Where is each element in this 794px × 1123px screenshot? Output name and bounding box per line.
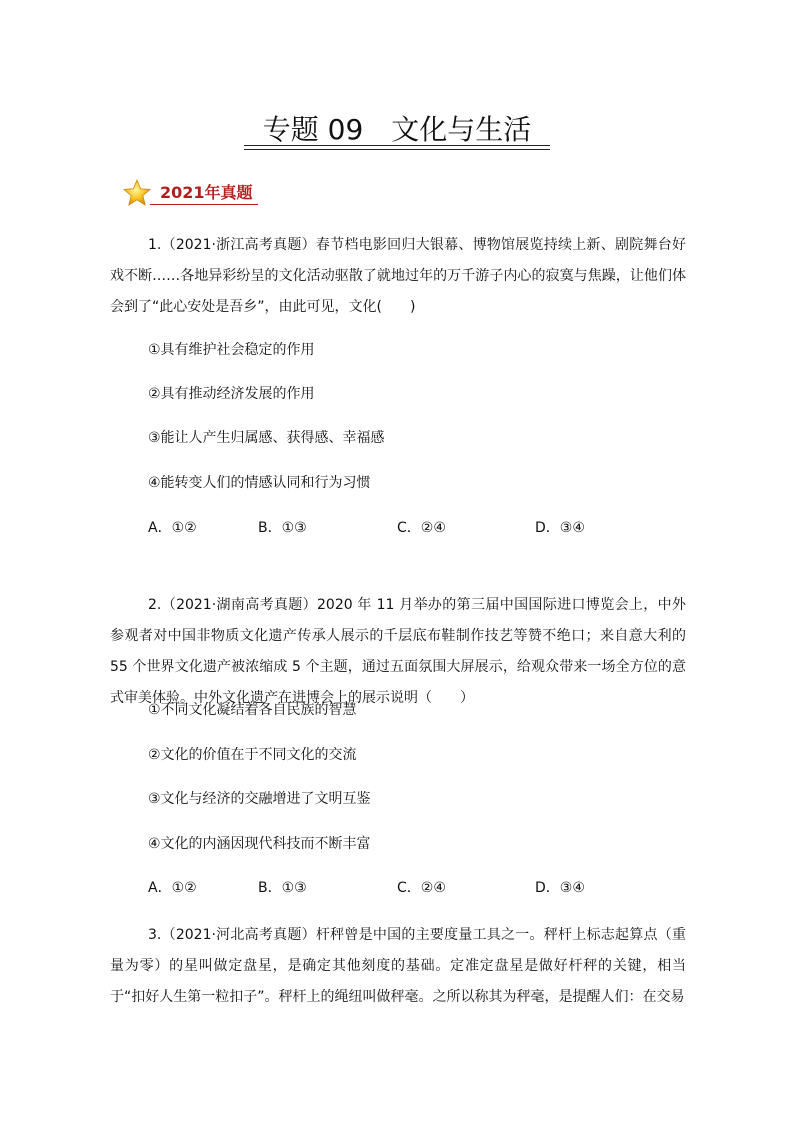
question-2-choice-c[interactable]: C．②④	[397, 880, 446, 896]
question-1-choice-d[interactable]: D．③④	[535, 520, 585, 536]
question-2-statement-4: ④文化的内涵因现代科技而不断丰富	[148, 836, 371, 852]
question-1-stem: 1.（2021·浙江高考真题）春节档电影回归大银幕、博物馆展览持续上新、剧院舞台好戏不断……各地异彩纷呈的文化活动驱散了就地过年的万千游子内心的寂寞与焦躁，让他们体会到了“此心安处是吾乡”，由此可见，文化( )	[110, 237, 686, 315]
question-1-statement-3: ③能让人产生归属感、获得感、幸福感	[148, 430, 385, 446]
title-underline-bottom	[244, 149, 550, 150]
question-2-statement-3: ③文化与经济的交融增进了文明互鉴	[148, 791, 371, 807]
question-2-statement-2: ②文化的价值在于不同文化的交流	[148, 747, 357, 763]
question-1-choice-a[interactable]: A．①②	[148, 520, 197, 536]
question-1-statement-1: ①具有维护社会稳定的作用	[148, 342, 315, 358]
question-1-statement-4: ④能转变人们的情感认同和行为习惯	[148, 475, 371, 491]
question-2-stem: 2.（2021·湖南高考真题）2020 年 11 月举办的第三届中国国际进口博览会上，中外参观者对中国非物质文化遗产传承人展示的千层底布鞋制作技艺等赞不绝口；来自意大利的 55 个世界文化遗产被浓缩成 5 个主题，通过五面氛围大屏展示，给观众带来一场全方位的意式审美体验。中外文化遗产在进博会上的展示说明（ ）	[110, 597, 686, 706]
question-1-choice-c[interactable]: C．②④	[397, 520, 446, 536]
title-underline-top	[244, 145, 550, 146]
question-1-statement-2: ②具有推动经济发展的作用	[148, 386, 315, 402]
star-icon	[122, 178, 152, 208]
section-header	[122, 176, 262, 210]
question-1-choice-b[interactable]: B．①③	[258, 520, 307, 536]
page-title-block	[244, 112, 550, 148]
question-2-choice-a[interactable]: A．①②	[148, 880, 197, 896]
question-2-choice-d[interactable]: D．③④	[535, 880, 585, 896]
question-2-statement-1: ①不同文化凝结着各自民族的智慧	[148, 702, 357, 718]
question-3-stem: 3.（2021·河北高考真题）杆秤曾是中国的主要度量工具之一。秤杆上标志起算点（重量为零）的星叫做定盘星，是确定其他刻度的基础。定准定盘星是做好杆秤的关键，相当于“扣好人生第一粒扣子”。秤杆上的绳纽叫做秤毫。之所以称其为秤毫，是提醒人们：在交易	[110, 927, 686, 1005]
section-label: 2021年真题	[160, 183, 253, 202]
page-title: 专题 09 文化与生活	[262, 113, 532, 146]
question-2-choice-b[interactable]: B．①③	[258, 880, 307, 896]
section-underline	[150, 204, 258, 205]
